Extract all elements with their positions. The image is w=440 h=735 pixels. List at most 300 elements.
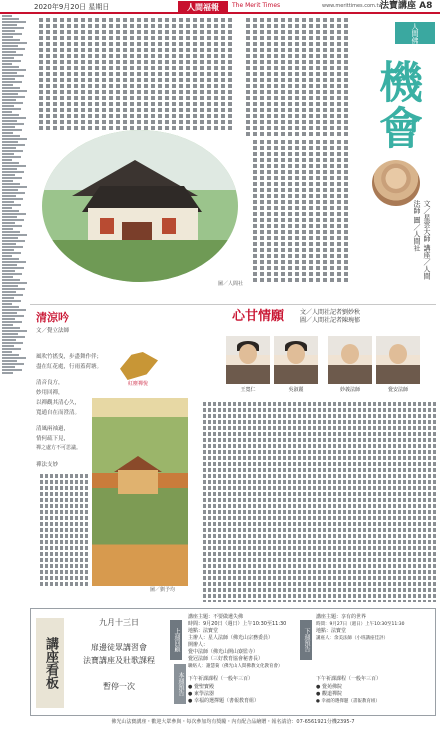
- text-column: [403, 402, 406, 602]
- index-line: [2, 105, 14, 107]
- text-column: [309, 140, 313, 282]
- index-line: [2, 78, 15, 80]
- index-line: [2, 147, 16, 149]
- text-column: [258, 402, 261, 602]
- index-line: [2, 171, 24, 173]
- text-column: [358, 402, 361, 602]
- index-line: [2, 318, 15, 320]
- index-line: [2, 75, 24, 77]
- index-line: [2, 132, 13, 134]
- text-column: [433, 402, 436, 602]
- index-line: [2, 162, 19, 164]
- text-column: [344, 18, 348, 138]
- index-line: [2, 87, 20, 89]
- photo-caption: 圖／人間社: [218, 281, 244, 287]
- text-column: [263, 402, 266, 602]
- index-line: [2, 177, 22, 179]
- poem-line: 清音良方，: [36, 380, 64, 386]
- poem-title: 清涼吟: [36, 311, 69, 324]
- text-column: [313, 402, 316, 602]
- index-line: [2, 324, 13, 326]
- text-column: [338, 402, 341, 602]
- index-line: [2, 45, 18, 47]
- index-line: [2, 333, 18, 335]
- poem-line: 寬通自在而澄清。: [36, 410, 81, 416]
- this-week-info: 地點：法寶堂: [188, 628, 219, 634]
- index-line: [2, 111, 12, 113]
- index-line: [2, 351, 12, 353]
- text-column: [298, 402, 301, 602]
- zen-badge: [120, 352, 170, 392]
- text-column: [278, 402, 281, 602]
- index-line: [2, 204, 21, 206]
- text-column: [260, 18, 264, 138]
- text-column: [323, 402, 326, 602]
- index-line: [2, 195, 16, 197]
- index-line: [2, 66, 19, 68]
- index-line: [2, 183, 20, 185]
- last-week-date: 九月十三日: [99, 618, 139, 627]
- this-week-schedule: ● 幸福的選擇題（書報教育組）: [188, 698, 259, 704]
- poem-body: [36, 474, 88, 586]
- text-column: [373, 402, 376, 602]
- index-line: [2, 366, 15, 368]
- this-week-info: 覺中法師（佛光山開山寮監寺）: [188, 649, 259, 655]
- tab-next-week: 下週預告: [300, 620, 312, 660]
- index-line: [2, 36, 13, 38]
- next-week-info: 地點：法寶堂: [316, 628, 347, 634]
- text-column: [95, 18, 99, 130]
- article-body-right: [244, 140, 348, 282]
- index-line: [2, 255, 12, 257]
- poem-line: 盡在紅花處，行雨蓋荷塘。: [36, 364, 103, 370]
- article2-byline-photo: 圖／人間社記者陳琬郁: [300, 317, 361, 324]
- index-line: [2, 228, 13, 230]
- index-line: [2, 33, 22, 35]
- this-week-schedule-head: 下午祈課課程（一般年三百）: [188, 676, 254, 682]
- text-column: [273, 402, 276, 602]
- index-line: [2, 237, 18, 239]
- text-column: [60, 474, 63, 586]
- index-line: [2, 144, 25, 146]
- index-line: [2, 288, 25, 290]
- left-index-strip: [0, 14, 30, 594]
- text-column: [65, 474, 68, 586]
- text-column: [200, 18, 204, 130]
- text-column: [123, 18, 127, 130]
- text-column: [158, 18, 162, 130]
- index-line: [2, 327, 20, 329]
- index-line: [2, 357, 26, 359]
- this-week-info: 講座主題：不要做遺失佛: [188, 614, 244, 620]
- poem-line: 以禪觀其清心久，: [36, 400, 81, 406]
- text-column: [428, 402, 431, 602]
- text-column: [330, 18, 334, 138]
- article2-body: [200, 402, 436, 602]
- index-line: [2, 276, 13, 278]
- this-week-info: 覺冠法師（三好教育協會秘書長）: [188, 656, 264, 662]
- index-line: [2, 321, 22, 323]
- text-column: [274, 140, 278, 282]
- index-line: [2, 102, 23, 104]
- text-column: [343, 402, 346, 602]
- index-line: [2, 291, 16, 293]
- index-line: [2, 93, 18, 95]
- poem-line: 風吹竹搖曳，步盡舞作伴；: [36, 354, 103, 360]
- index-line: [2, 312, 17, 314]
- index-line: [2, 336, 25, 338]
- text-column: [308, 402, 311, 602]
- text-column: [246, 18, 250, 138]
- portrait-photo: [274, 336, 318, 384]
- index-line: [2, 210, 19, 212]
- text-column: [45, 474, 48, 586]
- index-line: [2, 243, 16, 245]
- text-column: [398, 402, 401, 602]
- text-column: [213, 402, 216, 602]
- poem-line: 妙用回禪，: [36, 390, 64, 396]
- portrait-photo: [328, 336, 372, 384]
- index-line: [2, 258, 19, 260]
- index-line: [2, 72, 17, 74]
- index-line: [2, 48, 25, 50]
- text-column: [393, 402, 396, 602]
- poem-line: 禪法支妙: [36, 462, 59, 468]
- poem-line: 禪之處方不可思議。: [36, 445, 82, 451]
- index-line: [2, 57, 14, 59]
- index-line: [2, 285, 18, 287]
- index-line: [2, 129, 22, 131]
- index-line: [2, 270, 15, 272]
- index-line: [2, 120, 17, 122]
- this-week-schedule: ● 覺聖寶殿: [188, 684, 214, 690]
- index-line: [2, 192, 25, 194]
- index-line: [2, 213, 26, 215]
- portrait-name: 覺安法師: [387, 387, 408, 393]
- text-column: [388, 402, 391, 602]
- index-line: [2, 15, 12, 17]
- text-column: [303, 402, 306, 602]
- text-column: [337, 18, 341, 138]
- portrait-photo: [376, 336, 420, 384]
- text-column: [116, 18, 120, 130]
- index-line: [2, 114, 19, 116]
- tab-last-week: 上週回顧: [170, 620, 182, 660]
- text-column: [203, 402, 206, 602]
- index-line: [2, 246, 23, 248]
- article2-title: 心甘情願: [232, 309, 285, 324]
- text-column: [330, 140, 334, 282]
- page-header: [0, 0, 440, 14]
- index-line: [2, 54, 23, 56]
- text-column: [85, 474, 88, 586]
- text-column: [60, 18, 64, 130]
- article-body-mid: [36, 18, 232, 130]
- index-line: [2, 249, 14, 251]
- article2-byline-writer: 文／人間社記者劉妙秋: [300, 309, 361, 316]
- index-line: [2, 39, 20, 41]
- text-column: [228, 18, 232, 130]
- text-column: [408, 402, 411, 602]
- index-line: [2, 63, 12, 65]
- index-line: [2, 159, 12, 161]
- index-line: [2, 252, 21, 254]
- index-line: [2, 273, 22, 275]
- index-line: [2, 174, 15, 176]
- text-column: [172, 18, 176, 130]
- text-column: [228, 402, 231, 602]
- index-line: [2, 282, 27, 284]
- last-week-event-1: 扉邊徒眾講習會: [91, 643, 147, 653]
- text-column: [281, 18, 285, 138]
- text-column: [309, 18, 313, 138]
- poem-line: 清風兩袖過，: [36, 426, 70, 432]
- index-line: [2, 363, 24, 365]
- text-column: [80, 474, 83, 586]
- text-column: [70, 474, 73, 586]
- text-column: [144, 18, 148, 130]
- index-line: [2, 297, 14, 299]
- text-column: [295, 18, 299, 138]
- text-column: [88, 18, 92, 130]
- last-week-column: [70, 612, 168, 712]
- text-column: [363, 402, 366, 602]
- index-line: [2, 81, 22, 83]
- text-column: [268, 402, 271, 602]
- index-line: [2, 51, 16, 53]
- newspaper-logo-en: The Merit Times: [232, 2, 281, 9]
- text-column: [316, 18, 320, 138]
- last-week-status: 暫停一次: [103, 681, 135, 691]
- this-week-schedule: ● 東學法器: [188, 691, 214, 697]
- text-column: [238, 402, 241, 602]
- index-line: [2, 279, 20, 281]
- index-line: [2, 189, 18, 191]
- text-column: [151, 18, 155, 130]
- text-column: [323, 140, 327, 282]
- index-line: [2, 138, 27, 140]
- text-column: [288, 18, 292, 138]
- temple-photo: [42, 130, 238, 282]
- index-line: [2, 225, 22, 227]
- text-column: [253, 140, 257, 282]
- text-column: [302, 140, 306, 282]
- index-line: [2, 27, 24, 29]
- site-url: www.merittimes.com.tw: [322, 3, 383, 9]
- text-column: [328, 402, 331, 602]
- next-week-info: 講座人：余美法師（小班講座佳評）: [316, 636, 388, 641]
- portrait-photo: [226, 336, 270, 384]
- text-column: [348, 402, 351, 602]
- index-line: [2, 303, 12, 305]
- index-line: [2, 264, 17, 266]
- index-line: [2, 240, 25, 242]
- index-line: [2, 90, 27, 92]
- index-line: [2, 261, 26, 263]
- text-column: [333, 402, 336, 602]
- index-line: [2, 231, 20, 233]
- this-week-info: 時間：9月20日（週日）上午10:30至11:30: [188, 621, 287, 627]
- index-line: [2, 126, 15, 128]
- index-line: [2, 141, 18, 143]
- text-column: [40, 474, 43, 586]
- next-week-schedule-head: 下午祈課課程（一般年三百）: [316, 676, 382, 682]
- text-column: [193, 18, 197, 130]
- index-line: [2, 207, 12, 209]
- index-line: [2, 186, 27, 188]
- index-line: [2, 267, 24, 269]
- text-column: [248, 402, 251, 602]
- text-column: [233, 402, 236, 602]
- index-line: [2, 69, 26, 71]
- text-column: [55, 474, 58, 586]
- text-column: [274, 18, 278, 138]
- this-week-info: 主辦人：星人法師（佛光山宗務委員）: [188, 635, 274, 641]
- index-line: [2, 294, 23, 296]
- index-line: [2, 345, 14, 347]
- last-week-event-2: 法寶講座及壯歌課程: [83, 656, 155, 666]
- index-line: [2, 123, 24, 125]
- text-column: [267, 18, 271, 138]
- text-column: [413, 402, 416, 602]
- text-column: [75, 474, 78, 586]
- text-column: [353, 402, 356, 602]
- text-column: [344, 140, 348, 282]
- index-line: [2, 84, 13, 86]
- index-line: [2, 201, 14, 203]
- index-line: [2, 348, 21, 350]
- brush-stroke-icon: [120, 352, 158, 380]
- zen-badge-label: 紅塵禪悅: [128, 381, 149, 387]
- landscape-painting: [92, 398, 188, 586]
- text-column: [253, 402, 256, 602]
- page-footer: 佛光山法寶講座・歡迎大眾參與・每次參加均有獎勵・內有配合品繪贈・報名請洽：07-6561921分機2395-7: [111, 719, 355, 725]
- index-line: [2, 165, 26, 167]
- index-line: [2, 150, 23, 152]
- text-column: [137, 18, 141, 130]
- text-column: [102, 18, 106, 130]
- text-column: [418, 402, 421, 602]
- index-line: [2, 372, 13, 374]
- text-column: [323, 18, 327, 138]
- text-column: [53, 18, 57, 130]
- text-column: [368, 402, 371, 602]
- this-week-info: 開辦人：: [188, 642, 209, 648]
- poem-author: 文／覺立法師: [36, 328, 70, 334]
- index-line: [2, 99, 16, 101]
- next-week-schedule: ● 幸福的選擇題（書報教育組）: [316, 699, 380, 704]
- portrait-name: 吳淑麗: [288, 387, 304, 393]
- index-line: [2, 60, 21, 62]
- painting-caption: 圖／劉予均: [150, 587, 176, 593]
- index-line: [2, 108, 21, 110]
- text-column: [383, 402, 386, 602]
- index-line: [2, 96, 25, 98]
- index-line: [2, 360, 17, 362]
- text-column: [267, 140, 271, 282]
- text-column: [221, 18, 225, 130]
- text-column: [207, 18, 211, 130]
- index-line: [2, 21, 26, 23]
- text-column: [243, 402, 246, 602]
- lecture-board-title: 講座看板: [36, 618, 64, 708]
- text-column: [281, 140, 285, 282]
- tab-this-week: 本週預告: [174, 664, 186, 704]
- feature-byline: 文／星雲大師 講座／人間法師 圖／人間社: [413, 200, 431, 280]
- feature-title: 機會: [371, 59, 422, 151]
- index-line: [2, 135, 20, 137]
- index-line: [2, 117, 26, 119]
- text-column: [218, 402, 221, 602]
- text-column: [260, 140, 264, 282]
- index-line: [2, 30, 15, 32]
- index-line: [2, 216, 17, 218]
- index-line: [2, 180, 13, 182]
- text-column: [316, 140, 320, 282]
- index-line: [2, 219, 24, 221]
- category-tag: 人間佛教: [395, 22, 435, 44]
- text-column: [67, 18, 71, 130]
- index-line: [2, 156, 21, 158]
- next-week-schedule: ● 觀道禪院: [316, 691, 342, 697]
- text-column: [295, 140, 299, 282]
- text-column: [109, 18, 113, 130]
- poem-line: 情何疏下見，: [36, 436, 70, 442]
- text-column: [130, 18, 134, 130]
- index-line: [2, 222, 15, 224]
- index-line: [2, 18, 19, 20]
- text-column: [423, 402, 426, 602]
- next-week-schedule: ● 覺苑佛院: [316, 684, 347, 690]
- index-line: [2, 342, 23, 344]
- next-week-info: 講座主題：享有的世界: [316, 614, 367, 620]
- index-line: [2, 198, 23, 200]
- newspaper-logo: 人間福報: [178, 1, 228, 13]
- text-column: [81, 18, 85, 130]
- text-column: [302, 18, 306, 138]
- portrait-name: 妙義法師: [339, 387, 360, 393]
- portrait-name: 王寬仁: [240, 387, 256, 393]
- index-line: [2, 24, 17, 26]
- text-column: [214, 18, 218, 130]
- index-line: [2, 153, 14, 155]
- index-line: [2, 42, 27, 44]
- this-week-info: 聯絡人：謝慧菊（佛光山人間佛教文化教育會）: [188, 664, 283, 669]
- text-column: [179, 18, 183, 130]
- index-line: [2, 315, 24, 317]
- issue-date: 2020年9月20日 星期日: [34, 3, 110, 11]
- text-column: [50, 474, 53, 586]
- article-body-top: [238, 18, 348, 138]
- text-column: [208, 402, 211, 602]
- text-column: [186, 18, 190, 130]
- index-line: [2, 234, 27, 236]
- text-column: [288, 402, 291, 602]
- index-line: [2, 339, 16, 341]
- text-column: [288, 140, 292, 282]
- text-column: [39, 18, 43, 130]
- text-column: [165, 18, 169, 130]
- text-column: [337, 140, 341, 282]
- index-line: [2, 168, 17, 170]
- index-line: [2, 300, 21, 302]
- text-column: [46, 18, 50, 130]
- index-line: [2, 306, 19, 308]
- text-column: [223, 402, 226, 602]
- index-line: [2, 309, 26, 311]
- next-week-info: 時間：9月27日（週日）上午10:30至11:30: [316, 622, 405, 627]
- text-column: [74, 18, 78, 130]
